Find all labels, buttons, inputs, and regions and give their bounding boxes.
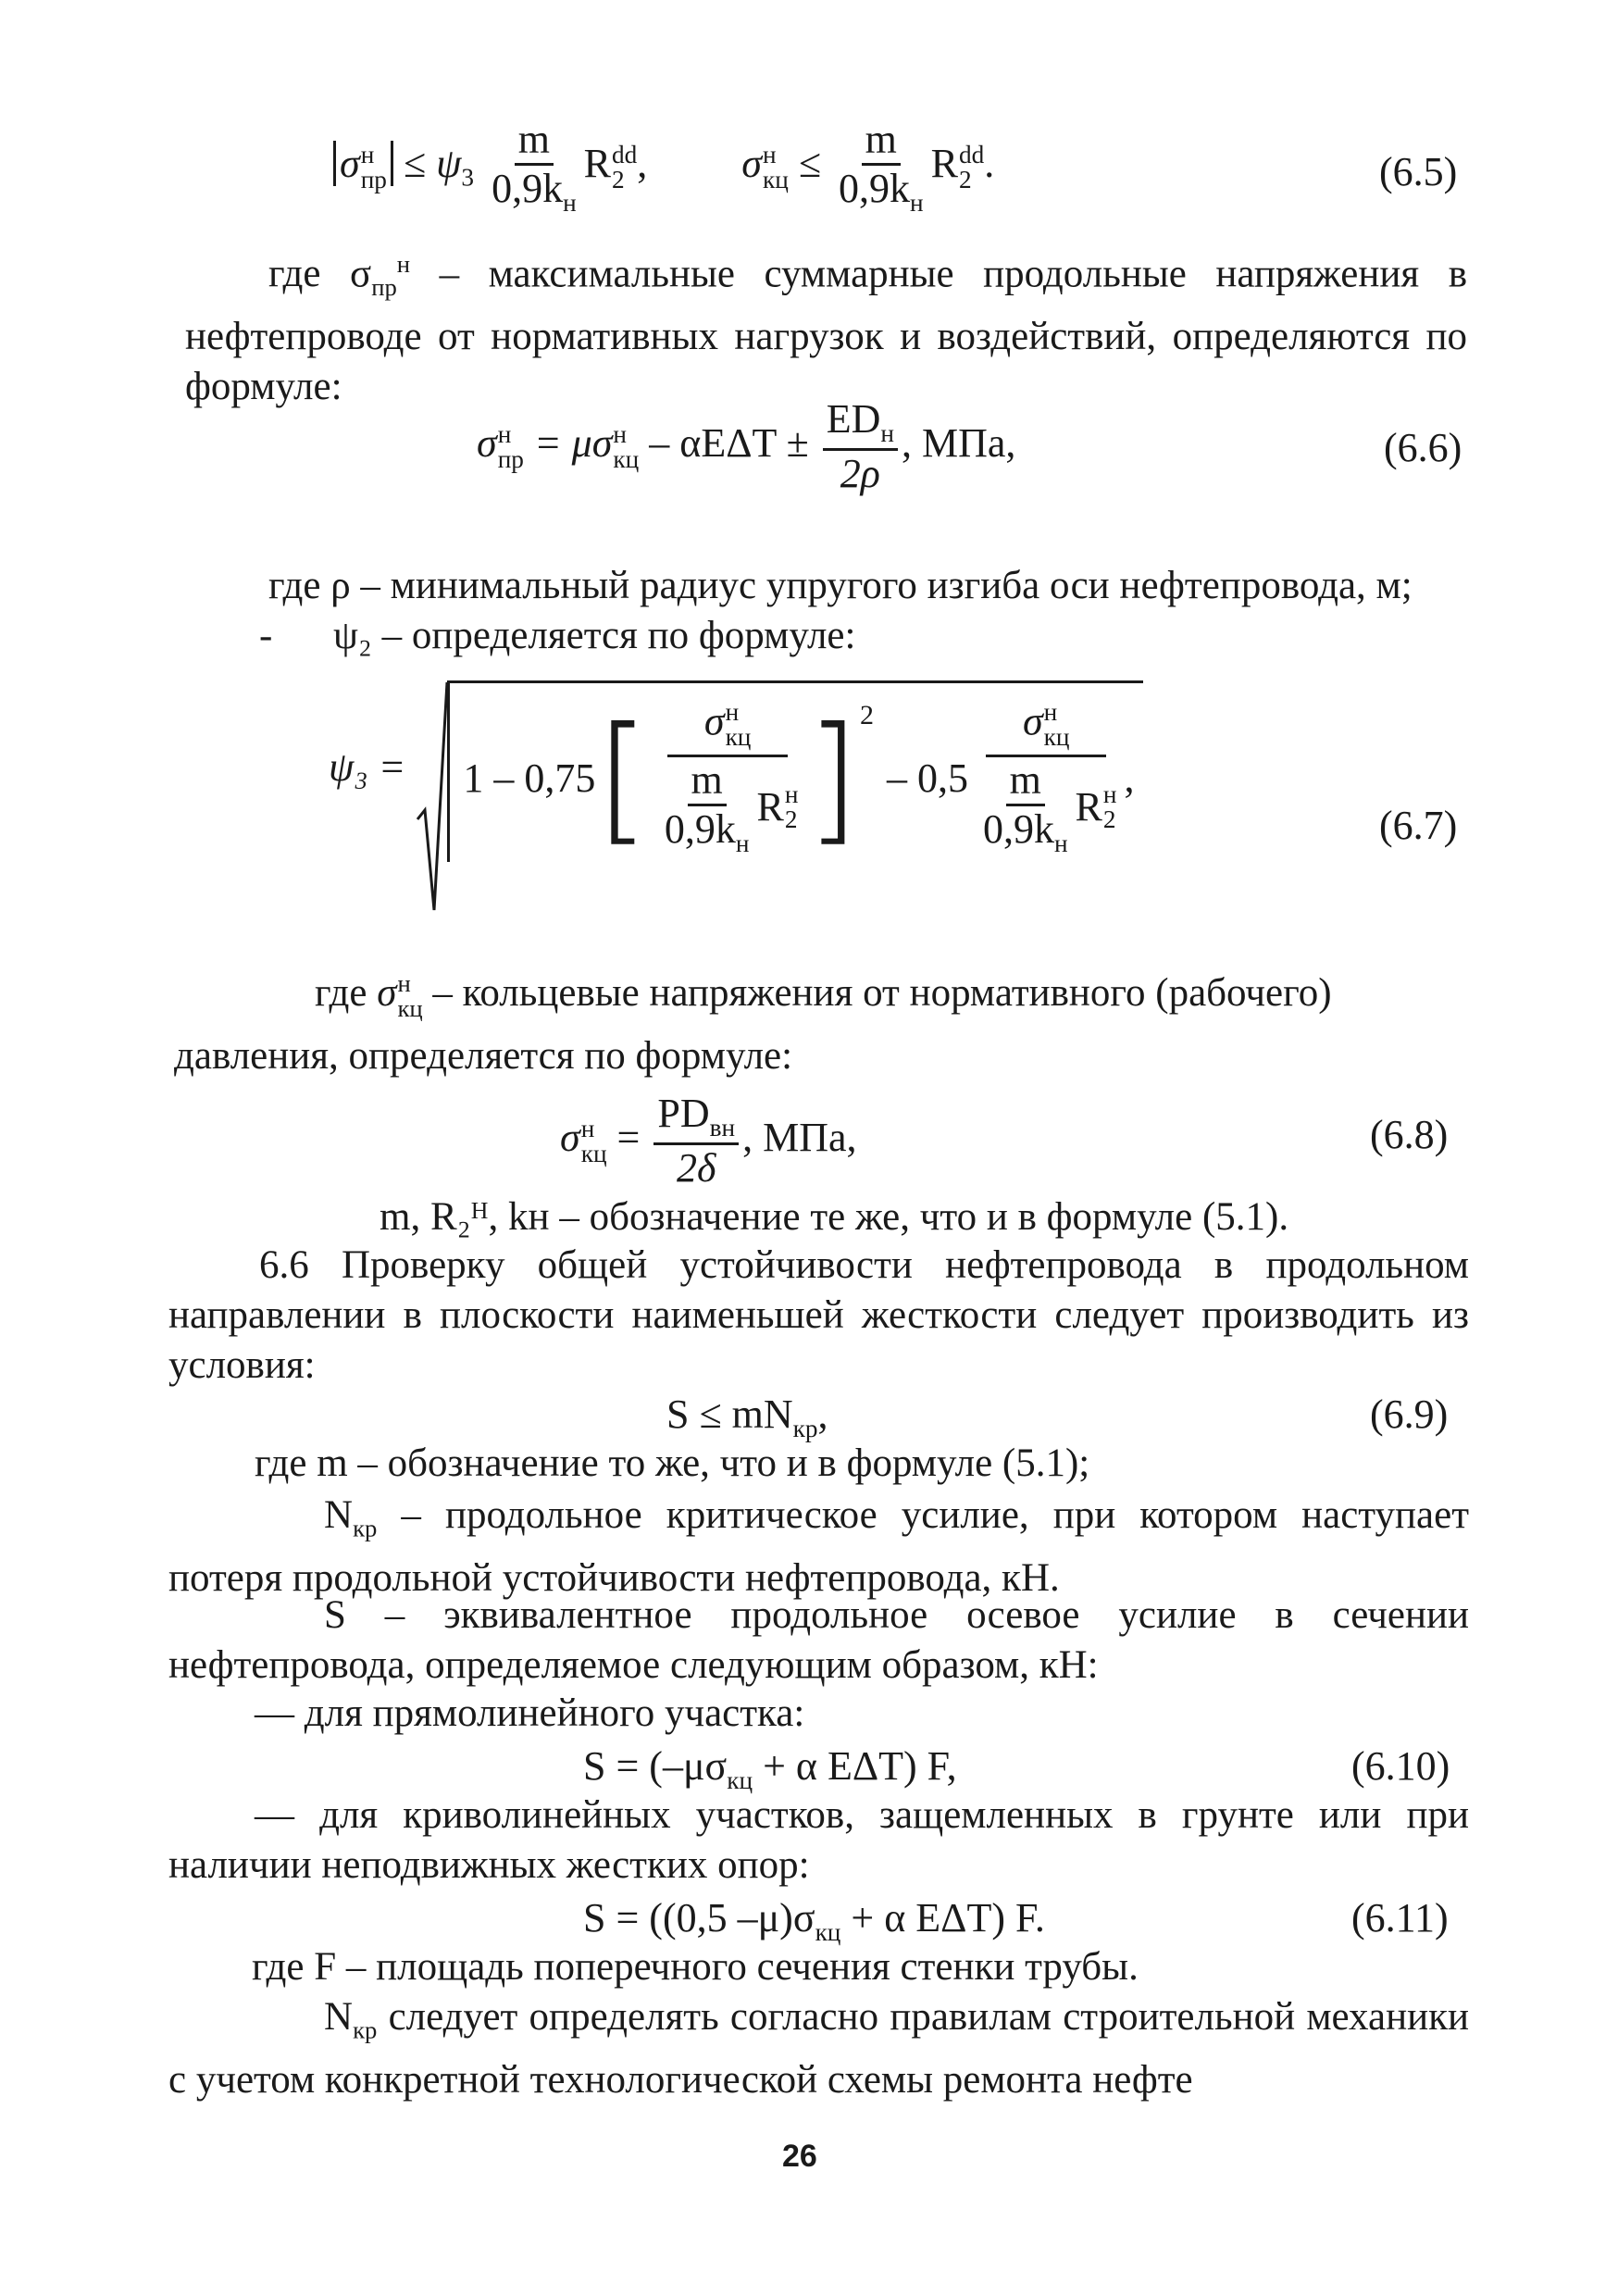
equation-number: (6.8): [1370, 1112, 1449, 1157]
dash-mark: -: [259, 614, 273, 657]
equation-6-8: σ н кц = $PD_{вн}$ 2δ , МПа,: [560, 1091, 857, 1192]
paragraph-line: давления, определяется по формуле:: [174, 1034, 793, 1078]
paragraph-rho-definition: где ρ – минимальный радиус упругого изгиба оси нефтепровода, м;: [268, 564, 1413, 607]
paragraph-ncr-definition: $N_{кр}$ – продольное критическое усилие, при котором наступает потеря продольной устойчивости нефтепровода, кН.: [168, 1493, 1469, 1600]
paragraph-sigma-kc-definition: где σ н кц – кольцевые напряжения от нормативного (рабочего): [315, 969, 1332, 1023]
equation-number: (6.6): [1384, 425, 1462, 470]
section-6-6-paragraph: 6.6 Проверку общей устойчивости нефтепровода в продольном направлении в плоскости наименьшей жесткости следует производить из условия:: [168, 1243, 1469, 1387]
page-number: 26: [782, 2139, 817, 2174]
equation-6-5: σ н пр ≤ $\psi_3$ m $0,9k_н$ R dd 2 , σ н кц ≤ m $0,9k_н$ R dd 2 .: [333, 119, 994, 217]
equation-number: (6.9): [1370, 1391, 1449, 1437]
paragraph-curved-sections: — для криволинейных участков, защемленных в грунте или при наличии неподвижных жестких опор:: [168, 1793, 1469, 1887]
equation-6-9: $S \le mN_{кр}$,: [666, 1391, 828, 1442]
equation-number: (6.10): [1351, 1743, 1450, 1789]
paragraph-notation: m, R₂ᴴ, kн – обозначение те же, что и в формуле (5.1).: [380, 1195, 1289, 1239]
equation-6-11: S = ((0,5 $-\mu)\sigma_{кц} + \alpha$ EΔT) F.: [583, 1895, 1045, 1946]
paragraph-sigma-pr-definition: где $\sigma_{пр}^н$ – максимальные суммарные продольные напряжения в нефтепроводе от нормативных нагрузок и воздействий, определяются по формуле:: [185, 250, 1468, 408]
paragraph-f-definition: где F – площадь поперечного сечения стенки трубы.: [252, 1945, 1139, 1989]
paragraph-straight-section: — для прямолинейного участка:: [255, 1691, 805, 1735]
equation-number: (6.11): [1351, 1895, 1449, 1940]
equation-6-10: $S = (-\mu\sigma_{кц} + \alpha$ EΔT) F,: [583, 1743, 957, 1794]
paragraph-s-definition: S – эквивалентное продольное осевое усилие в сечении нефтепровода, определяемое следующим образом, кН:: [168, 1593, 1469, 1687]
equation-number: (6.7): [1379, 803, 1458, 848]
paragraph-psi-definition: ψ₂ – определяется по формуле:: [333, 614, 856, 657]
paragraph-m-definition: где m – обозначение то же, что и в формуле (5.1);: [255, 1441, 1090, 1485]
paragraph-ncr-determination: $N_{кр}$ следует определять согласно правилам строительной механики с учетом конкретной технологической схемы ремонта нефте: [168, 1995, 1469, 2102]
equation-6-7: ψ₃ = 1 – 0,75 [ σ н кц m $0,9k_н$ R н 2 ] $^2$ – 0,5 σ н кц m $0,9k_н$ R н 2 ,: [329, 680, 1143, 862]
equation-6-6: σ н пр = μσ н кц – αEΔT ± $ED_н$ 2ρ , МПа,: [477, 396, 1016, 497]
equation-number: (6.5): [1379, 149, 1458, 194]
